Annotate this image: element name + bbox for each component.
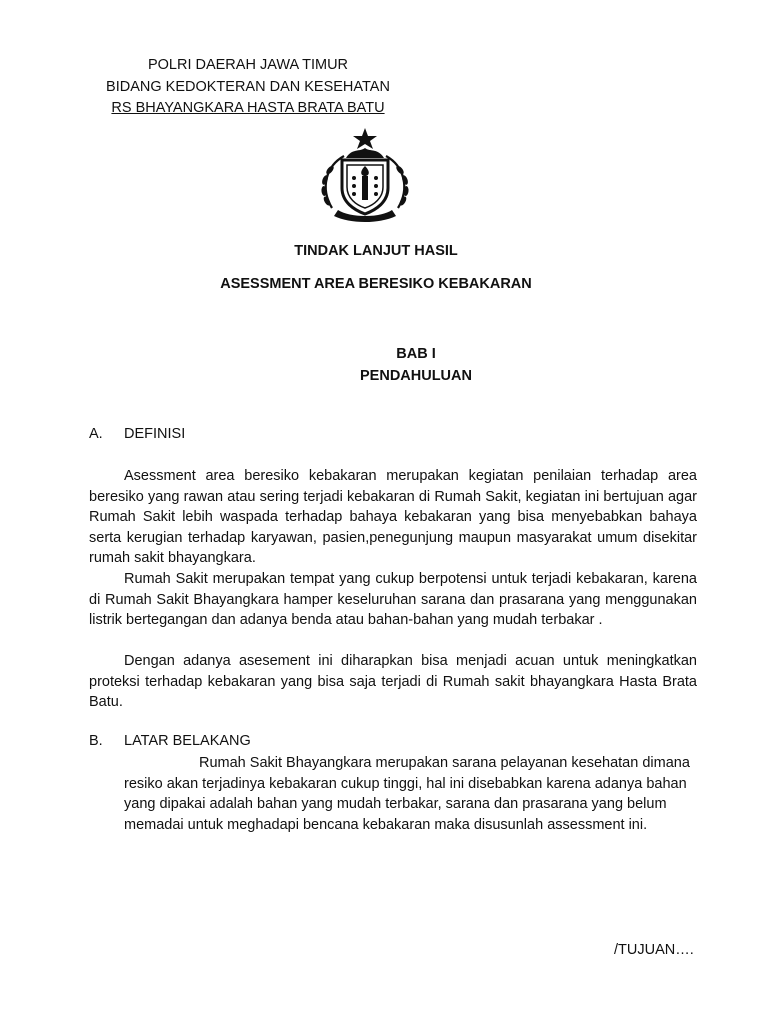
paragraph: Rumah Sakit Bhayangkara merupakan sarana pelayanan kesehatan dimana resiko akan terjadinya kebakaran cukup tinggi, hal ini disebabkan karena adanya bahan yang dipakai adalah bahan yang mudah terbakar, sarana dan prasarana yang belum memadai untuk meghadapi bencana kebakaran maka disusunlah assessment ini. xyxy=(124,755,690,833)
letterhead-line-2: BIDANG KEDOKTERAN DAN KESEHATAN xyxy=(106,78,390,95)
letterhead xyxy=(100,55,396,120)
polri-emblem-icon xyxy=(314,126,416,222)
paragraph: Dengan adanya asesement ini diharapkan bisa menjadi acuan untuk meningkatkan proteksi terhadap kebakaran yang bisa saja terjadi di Rumah sakit bhayangkara Hasta Brata Batu. xyxy=(89,653,697,710)
chapter-number: BAB I xyxy=(396,346,436,362)
document-title-line-1: TINDAK LANJUT HASIL xyxy=(294,243,458,259)
document-title-line-2: ASESSMENT AREA BERESIKO KEBAKARAN xyxy=(220,276,532,292)
letterhead-line-3: RS BHAYANGKARA HASTA BRATA BATU xyxy=(111,100,385,116)
section-label: DEFINISI xyxy=(124,426,186,442)
next-page-reference: /TUJUAN…. xyxy=(614,942,694,958)
chapter-name: PENDAHULUAN xyxy=(360,368,472,384)
paragraph: Rumah Sakit merupakan tempat yang cukup berpotensi untuk terjadi kebakaran, karena di Rumah Sakit Bhayangkara hamper keseluruhan sarana dan prasarana yang menggunakan listrik bertegangan dan adanya benda atau bahan-bahan yang mudah terbakar . xyxy=(89,571,697,628)
paragraph: Asessment area beresiko kebakaran merupakan kegiatan penilaian terhadap area beresiko yang rawan atau sering terjadi kebakaran di Rumah Sakit, kegiatan ini bertujuan agar Rumah Sakit lebih waspada terhadap bahaya kebakaran yang bisa menyebabkan bahaya serta kerugian terhadap karyawan, pasien,penegunjung maupun masyarakat umum disekitar rumah sakit bhayangkara. xyxy=(89,468,697,566)
chapter-heading xyxy=(32,343,768,387)
section-number: B. xyxy=(89,733,103,749)
section-label: LATAR BELAKANG xyxy=(124,733,251,749)
letterhead-line-1: POLRI DAERAH JAWA TIMUR xyxy=(147,57,349,73)
section-number: A. xyxy=(89,426,103,442)
